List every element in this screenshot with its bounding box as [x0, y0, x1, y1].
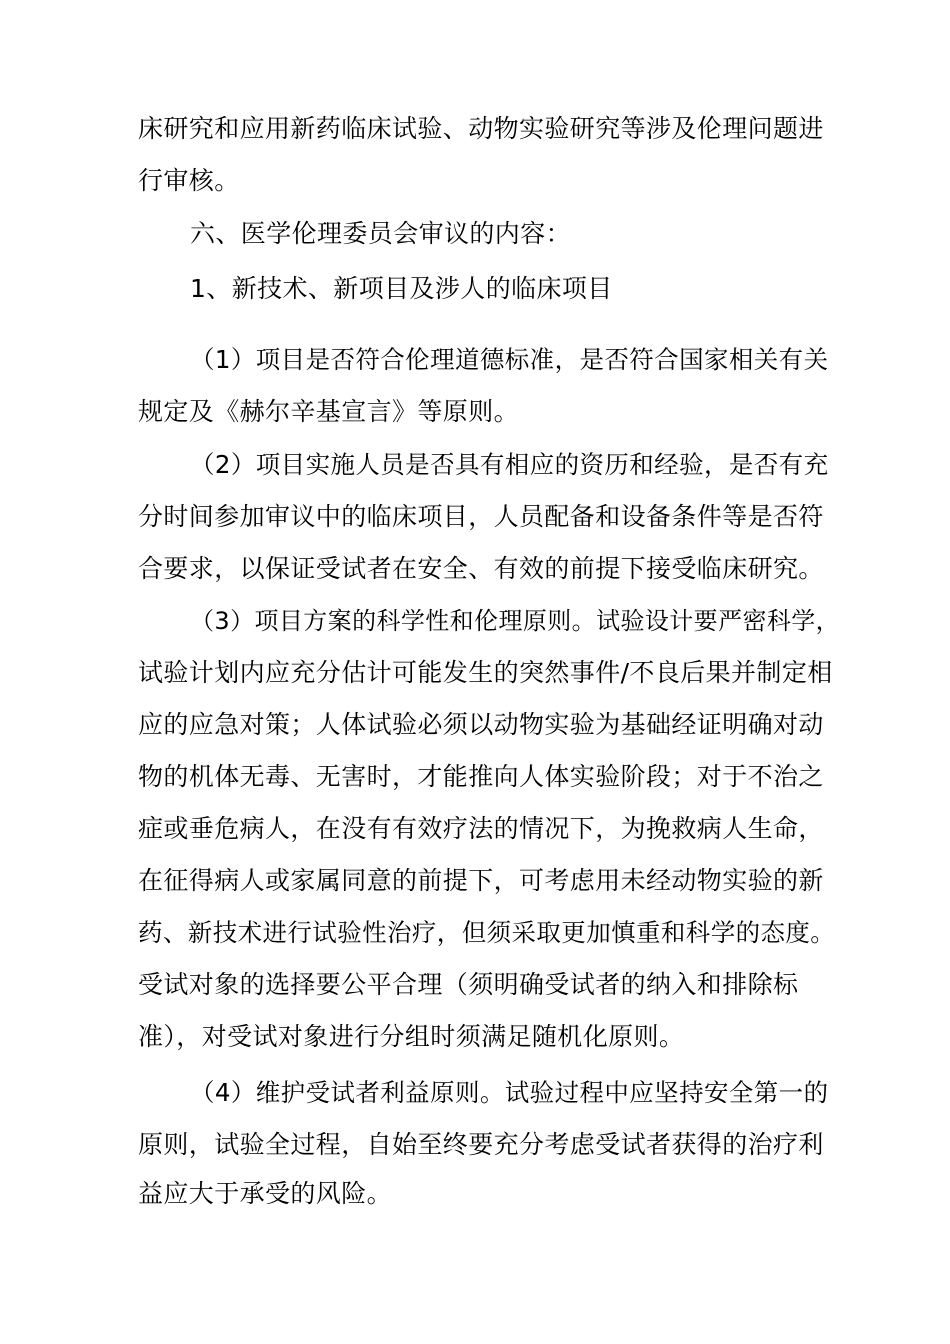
text-line: 在征得病人或家属同意的前提下，可考虑用未经动物实验的新	[138, 866, 824, 895]
subsection-heading: 1、新技术、新项目及涉人的临床项目	[190, 274, 613, 303]
text-line: 准），对受试对象进行分组时须满足随机化原则。	[138, 1022, 685, 1051]
text-line: 物的机体无毒、无害时，才能推向人体实验阶段；对于不治之	[138, 762, 824, 791]
text-line: 规定及《赫尔辛基宣言》等原则。	[138, 397, 520, 426]
text-line: 床研究和应用新药临床试验、动物实验研究等涉及伦理问题进	[138, 114, 824, 143]
text-line: 受试对象的选择要公平合理（须明确受试者的纳入和排除标	[138, 970, 799, 999]
text-line: 益应大于承受的风险。	[138, 1179, 393, 1208]
text-line: 应的应急对策；人体试验必须以动物实验为基础经证明确对动	[138, 710, 824, 739]
text-line: 行审核。	[138, 166, 240, 195]
text-line: （1）项目是否符合伦理道德标准，是否符合国家相关有关	[190, 345, 829, 374]
text-line: 合要求，以保证受试者在安全、有效的前提下接受临床研究。	[138, 554, 824, 583]
text-line: 症或垂危病人，在没有有效疗法的情况下，为挽救病人生命，	[138, 814, 824, 843]
text-line: 药、新技术进行试验性治疗，但须采取更加慎重和科学的态度。	[138, 918, 836, 947]
text-line: （3）项目方案的科学性和伦理原则。试验设计要严密科学，	[190, 607, 841, 635]
text-line: （4）维护受试者利益原则。试验过程中应坚持安全第一的	[190, 1078, 829, 1107]
text-line: 原则，试验全过程，自始至终要充分考虑受试者获得的治疗利	[138, 1130, 824, 1159]
section-heading: 六、医学伦理委员会审议的内容：	[190, 219, 572, 248]
text-line: 试验计划内应充分估计可能发生的突然事件/不良后果并制定相	[138, 658, 833, 687]
text-line: （2）项目实施人员是否具有相应的资历和经验，是否有充	[190, 450, 829, 479]
text-line: 分时间参加审议中的临床项目，人员配备和设备条件等是否符	[138, 502, 824, 531]
